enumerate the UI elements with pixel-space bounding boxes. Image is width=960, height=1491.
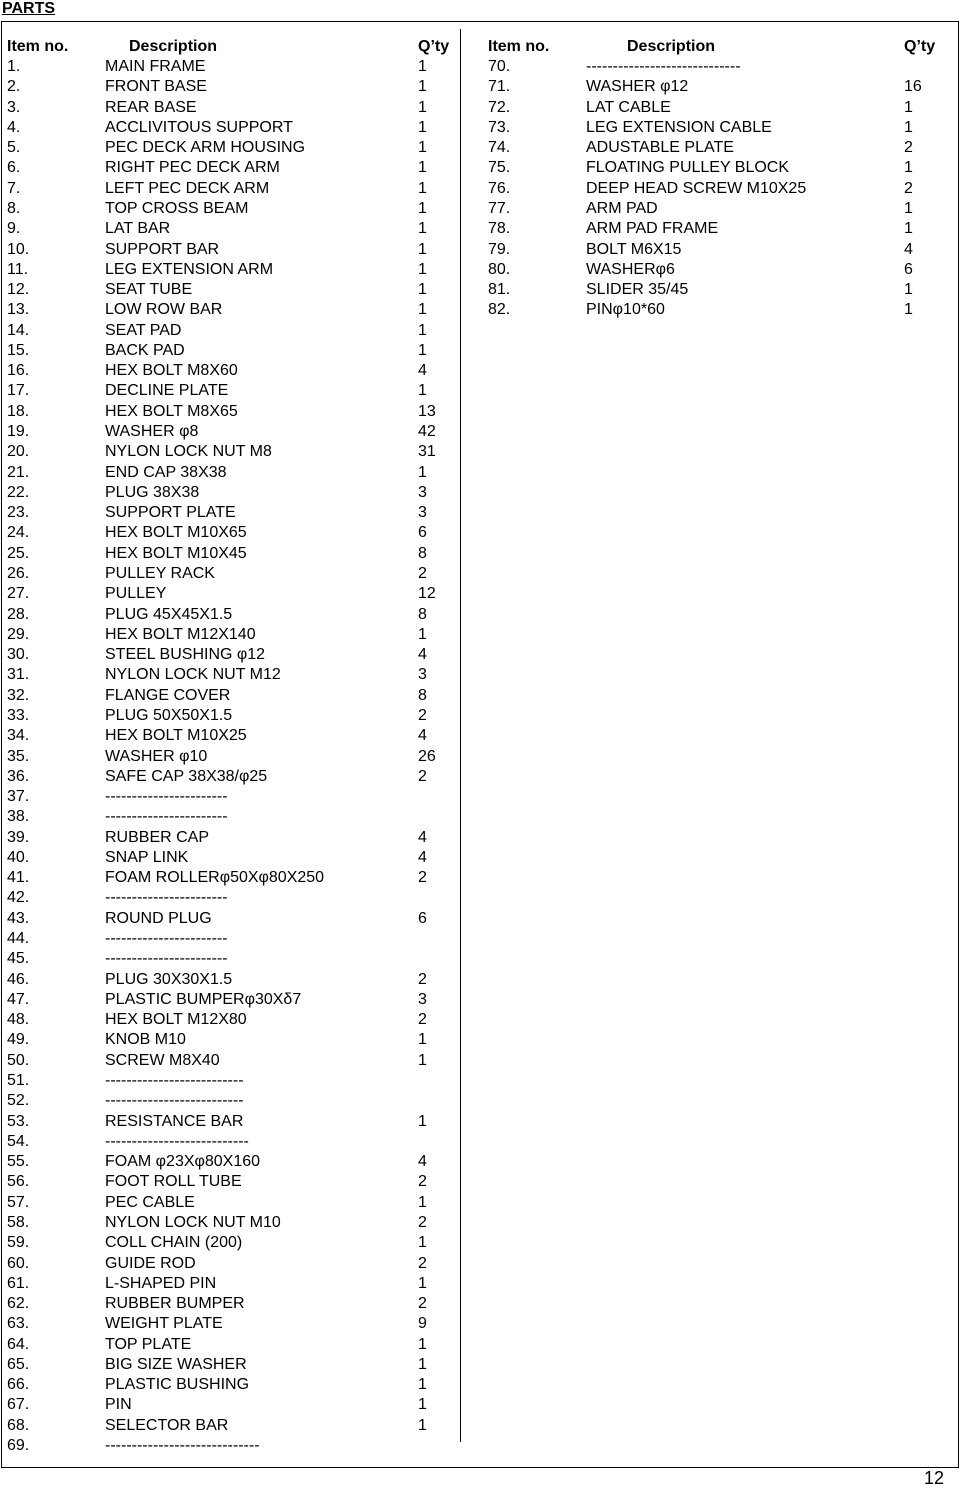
item-number: 54. [7, 1132, 30, 1150]
item-quantity: 13 [418, 402, 436, 420]
item-description: SELECTOR BAR [105, 1416, 229, 1434]
item-description: LAT CABLE [586, 98, 671, 116]
header-item-no: Item no. [488, 38, 550, 55]
item-number: 26. [7, 565, 30, 582]
item-description: BOLT M6X15 [586, 240, 682, 258]
item-quantity: 6 [904, 260, 913, 278]
item-description: GUIDE ROD [105, 1254, 196, 1272]
item-number: 29. [7, 625, 30, 643]
item-quantity: 42 [418, 423, 436, 441]
item-description: PEC DECK ARM HOUSING [105, 139, 306, 157]
item-quantity: 31 [418, 443, 436, 461]
item-description: ADUSTABLE PLATE [586, 139, 734, 157]
item-description: RIGHT PEC DECK ARM [105, 159, 280, 177]
item-quantity: 2 [418, 869, 427, 887]
item-description: PEC CABLE [105, 1193, 195, 1211]
item-quantity: 1 [418, 159, 427, 177]
item-number: 59. [7, 1234, 30, 1252]
item-number: 4. [7, 118, 21, 136]
item-number: 9. [7, 220, 21, 238]
item-number: 18. [7, 402, 30, 420]
item-description: HEX BOLT M8X65 [105, 402, 238, 420]
item-description: WASHER φ8 [105, 423, 199, 441]
item-number: 25. [7, 544, 30, 562]
item-description: FOAM φ23Xφ80X160 [105, 1153, 261, 1171]
item-number: 43. [7, 909, 30, 927]
item-quantity: 1 [418, 1051, 427, 1069]
item-number: 17. [7, 382, 30, 400]
item-number: 39. [7, 828, 30, 846]
item-number: 73. [488, 118, 511, 136]
item-quantity: 1 [418, 625, 427, 643]
item-quantity: 1 [418, 1112, 427, 1130]
item-description: SCREW M8X40 [105, 1051, 220, 1069]
item-quantity: 2 [418, 1295, 427, 1313]
item-number: 6. [7, 159, 21, 177]
item-number: 12. [7, 281, 30, 299]
item-description: ROUND PLUG [105, 909, 212, 927]
item-description: DECLINE PLATE [105, 382, 229, 400]
item-number: 60. [7, 1254, 30, 1272]
item-number: 36. [7, 767, 30, 785]
item-number: 75. [488, 159, 511, 177]
item-description: PLUG 45X45X1.5 [105, 605, 233, 623]
item-description: PLASTIC BUSHING [105, 1376, 250, 1394]
page-number: 12 [923, 1468, 944, 1488]
item-description: PLUG 38X38 [105, 483, 200, 501]
item-number: 77. [488, 199, 511, 217]
item-quantity: 3 [418, 666, 427, 684]
item-description: ----------------------- [105, 950, 228, 968]
item-description: WASHER φ12 [586, 78, 689, 96]
item-number: 5. [7, 139, 21, 157]
item-number: 46. [7, 970, 30, 988]
item-quantity: 4 [418, 362, 427, 380]
item-number: 20. [7, 443, 30, 461]
item-number: 37. [7, 788, 30, 806]
item-number: 24. [7, 524, 30, 542]
item-quantity: 2 [418, 1254, 427, 1272]
item-quantity: 4 [418, 828, 427, 846]
item-number: 81. [488, 281, 511, 299]
item-quantity: 1 [418, 1396, 427, 1414]
item-description: FLANGE COVER [105, 686, 231, 704]
item-quantity: 1 [418, 463, 427, 481]
item-number: 82. [488, 301, 511, 319]
header-qty: Q’ty [418, 38, 450, 55]
item-description: REAR BASE [105, 98, 197, 116]
item-description: STEEL BUSHING φ12 [105, 646, 266, 664]
item-description: BACK PAD [105, 341, 185, 359]
item-number: 16. [7, 362, 30, 380]
item-quantity: 16 [904, 78, 922, 96]
item-description: FRONT BASE [105, 78, 207, 96]
item-number: 53. [7, 1112, 30, 1130]
item-description: MAIN FRAME [105, 58, 206, 75]
item-number: 41. [7, 869, 30, 887]
item-quantity: 2 [418, 1173, 427, 1191]
item-description: ----------------------- [105, 788, 228, 806]
item-description: LEG EXTENSION CABLE [586, 118, 772, 136]
item-quantity: 1 [904, 199, 913, 217]
item-description: PIN [105, 1396, 132, 1414]
item-quantity: 1 [418, 1335, 427, 1353]
item-number: 63. [7, 1315, 30, 1333]
item-description: HEX BOLT M12X80 [105, 1011, 247, 1029]
item-quantity: 1 [418, 1355, 427, 1373]
item-description: ----------------------- [105, 808, 228, 826]
item-description: SUPPORT BAR [105, 240, 220, 258]
item-number: 67. [7, 1396, 30, 1414]
item-number: 69. [7, 1437, 30, 1455]
item-description: --------------------------- [105, 1132, 249, 1150]
item-quantity: 26 [418, 747, 436, 765]
item-number: 14. [7, 321, 30, 339]
item-number: 13. [7, 301, 30, 319]
item-number: 27. [7, 585, 30, 603]
item-number: 47. [7, 990, 30, 1008]
item-quantity: 4 [904, 240, 913, 258]
item-description: DEEP HEAD SCREW M10X25 [586, 179, 807, 197]
item-number: 74. [488, 139, 511, 157]
item-description: SUPPORT PLATE [105, 504, 236, 522]
item-quantity: 1 [418, 98, 427, 116]
item-description: -------------------------- [105, 1092, 244, 1110]
item-quantity: 6 [418, 909, 427, 927]
column-divider [460, 29, 461, 1442]
item-description: TOP PLATE [105, 1335, 192, 1353]
item-quantity: 1 [418, 321, 427, 339]
item-description: PLASTIC BUMPERφ30Xδ7 [105, 990, 302, 1008]
item-number: 65. [7, 1355, 30, 1373]
item-description: -------------------------- [105, 1072, 244, 1089]
item-quantity: 4 [418, 727, 427, 745]
item-number: 76. [488, 179, 511, 197]
item-number: 80. [488, 260, 511, 278]
item-quantity: 1 [904, 118, 913, 136]
item-number: 57. [7, 1193, 30, 1211]
item-number: 79. [488, 240, 511, 258]
item-description: SLIDER 35/45 [586, 281, 689, 299]
item-quantity: 1 [418, 58, 427, 75]
item-number: 56. [7, 1173, 30, 1191]
item-number: 72. [488, 98, 511, 116]
item-description: SEAT TUBE [105, 281, 193, 299]
item-description: RESISTANCE BAR [105, 1112, 244, 1130]
item-number: 66. [7, 1376, 30, 1394]
item-description: WASHERφ6 [586, 260, 675, 278]
item-quantity: 2 [418, 706, 427, 724]
item-description: ----------------------- [105, 889, 228, 907]
item-quantity: 8 [418, 544, 427, 562]
item-description: BIG SIZE WASHER [105, 1355, 247, 1373]
item-quantity: 2 [904, 179, 913, 197]
item-description: HEX BOLT M10X45 [105, 544, 247, 562]
item-description: ACCLIVITOUS SUPPORT [105, 118, 293, 136]
item-number: 33. [7, 706, 30, 724]
item-number: 52. [7, 1092, 30, 1110]
item-number: 58. [7, 1213, 30, 1231]
item-number: 3. [7, 98, 21, 116]
item-quantity: 3 [418, 483, 427, 501]
item-description: SNAP LINK [105, 848, 189, 866]
item-number: 31. [7, 666, 30, 684]
item-quantity: 1 [418, 281, 427, 299]
item-description: HEX BOLT M10X25 [105, 727, 247, 745]
item-quantity: 1 [418, 179, 427, 197]
item-number: 38. [7, 808, 30, 826]
item-number: 23. [7, 504, 30, 522]
item-description: HEX BOLT M8X60 [105, 362, 238, 380]
item-description: SAFE CAP 38X38/φ25 [105, 767, 268, 785]
item-number: 7. [7, 179, 21, 197]
item-number: 21. [7, 463, 30, 481]
item-quantity: 1 [418, 139, 427, 157]
item-description: NYLON LOCK NUT M12 [105, 666, 281, 684]
item-number: 22. [7, 483, 30, 501]
item-number: 45. [7, 950, 30, 968]
item-description: LOW ROW BAR [105, 301, 223, 319]
item-number: 1. [7, 58, 21, 75]
item-quantity: 1 [418, 301, 427, 319]
item-description: LAT BAR [105, 220, 171, 238]
item-description: RUBBER CAP [105, 828, 210, 846]
item-number: 34. [7, 727, 30, 745]
item-quantity: 6 [418, 524, 427, 542]
item-quantity: 3 [418, 504, 427, 522]
item-description: ARM PAD FRAME [586, 220, 719, 238]
item-number: 78. [488, 220, 511, 238]
item-number: 19. [7, 423, 30, 441]
item-description: PULLEY [105, 585, 167, 603]
header-description: Description [129, 38, 218, 55]
item-description: FOAM ROLLERφ50Xφ80X250 [105, 869, 325, 887]
item-description: WEIGHT PLATE [105, 1315, 223, 1333]
item-quantity: 1 [418, 240, 427, 258]
item-description: ----------------------------- [586, 58, 741, 75]
item-quantity: 1 [418, 78, 427, 96]
item-description: ----------------------- [105, 930, 228, 948]
item-quantity: 1 [904, 159, 913, 177]
header-item-no: Item no. [7, 38, 69, 55]
item-quantity: 4 [418, 1153, 427, 1171]
item-number: 40. [7, 848, 30, 866]
item-description: FOOT ROLL TUBE [105, 1173, 242, 1191]
item-quantity: 8 [418, 686, 427, 704]
item-description: PINφ10*60 [586, 301, 665, 319]
item-description: LEFT PEC DECK ARM [105, 179, 270, 197]
item-quantity: 1 [418, 1274, 427, 1292]
item-description: KNOB M10 [105, 1031, 186, 1049]
item-description: WASHER φ10 [105, 747, 208, 765]
item-quantity: 12 [418, 585, 436, 603]
item-quantity: 1 [904, 220, 913, 238]
item-number: 62. [7, 1295, 30, 1313]
item-quantity: 1 [418, 118, 427, 136]
item-quantity: 2 [418, 1011, 427, 1029]
item-quantity: 1 [904, 301, 913, 319]
item-quantity: 1 [418, 341, 427, 359]
item-description: PULLEY RACK [105, 565, 215, 582]
item-number: 50. [7, 1051, 30, 1069]
item-number: 49. [7, 1031, 30, 1049]
item-quantity: 2 [418, 970, 427, 988]
item-description: FLOATING PULLEY BLOCK [586, 159, 790, 177]
item-number: 42. [7, 889, 30, 907]
item-description: NYLON LOCK NUT M8 [105, 443, 272, 461]
item-quantity: 2 [418, 767, 427, 785]
item-number: 48. [7, 1011, 30, 1029]
item-number: 68. [7, 1416, 30, 1434]
item-quantity: 1 [418, 1416, 427, 1434]
item-quantity: 1 [418, 382, 427, 400]
item-description: L-SHAPED PIN [105, 1274, 217, 1292]
item-quantity: 1 [904, 98, 913, 116]
item-number: 70. [488, 58, 511, 75]
item-quantity: 1 [418, 1193, 427, 1211]
item-quantity: 2 [418, 1213, 427, 1231]
item-number: 2. [7, 78, 21, 96]
item-description: ----------------------------- [105, 1437, 260, 1455]
item-quantity: 1 [904, 281, 913, 299]
header-qty: Q’ty [904, 38, 936, 55]
item-number: 11. [7, 260, 29, 278]
item-number: 44. [7, 930, 30, 948]
item-description: TOP CROSS BEAM [105, 199, 249, 217]
item-description: NYLON LOCK NUT M10 [105, 1213, 281, 1231]
page-title: PARTS [2, 0, 56, 17]
item-description: SEAT PAD [105, 321, 182, 339]
item-number: 71. [488, 78, 511, 96]
item-description: RUBBER BUMPER [105, 1295, 245, 1313]
item-number: 55. [7, 1153, 30, 1171]
item-quantity: 1 [418, 1376, 427, 1394]
item-number: 64. [7, 1335, 30, 1353]
item-description: HEX BOLT M10X65 [105, 524, 247, 542]
item-quantity: 1 [418, 199, 427, 217]
item-number: 30. [7, 646, 30, 664]
item-description: LEG EXTENSION ARM [105, 260, 274, 278]
item-quantity: 4 [418, 646, 427, 664]
item-number: 51. [7, 1072, 30, 1089]
item-quantity: 9 [418, 1315, 427, 1333]
item-description: HEX BOLT M12X140 [105, 625, 256, 643]
item-number: 35. [7, 747, 30, 765]
item-number: 28. [7, 605, 30, 623]
item-number: 10. [7, 240, 30, 258]
item-number: 32. [7, 686, 30, 704]
item-description: ARM PAD [586, 199, 658, 217]
item-description: PLUG 30X30X1.5 [105, 970, 233, 988]
item-quantity: 4 [418, 848, 427, 866]
item-description: COLL CHAIN (200) [105, 1234, 243, 1252]
header-description: Description [627, 38, 716, 55]
item-quantity: 3 [418, 990, 427, 1008]
item-number: 61. [7, 1274, 30, 1292]
item-description: PLUG 50X50X1.5 [105, 706, 233, 724]
item-quantity: 2 [904, 139, 913, 157]
item-number: 8. [7, 199, 21, 217]
item-quantity: 1 [418, 260, 427, 278]
item-quantity: 2 [418, 565, 427, 582]
item-quantity: 1 [418, 220, 427, 238]
item-quantity: 1 [418, 1031, 427, 1049]
item-quantity: 1 [418, 1234, 427, 1252]
item-description: END CAP 38X38 [105, 463, 227, 481]
item-number: 15. [7, 341, 30, 359]
item-quantity: 8 [418, 605, 427, 623]
